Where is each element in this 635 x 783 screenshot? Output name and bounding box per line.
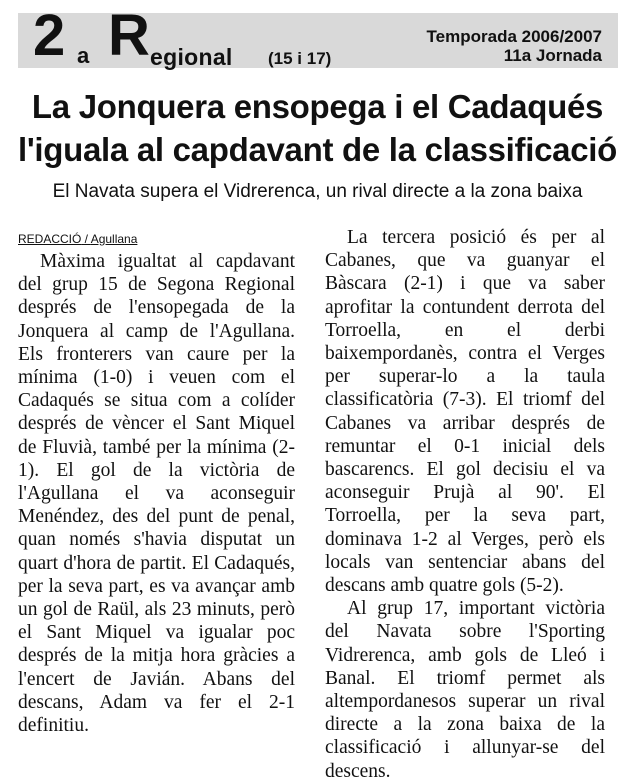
section-name: egional — [150, 44, 233, 70]
byline-location: Agullana — [90, 232, 138, 246]
section-number: 2 — [33, 3, 66, 68]
section-ordinal: a — [77, 43, 90, 68]
section-name-initial: R — [108, 3, 150, 68]
headline — [0, 85, 635, 171]
article-column-2 — [325, 226, 605, 783]
article-column-1 — [18, 250, 295, 737]
body-paragraph-1: Màxima igualtat al capdavant del grup 15 de Segona Regional després de l'ensopegada de la Jonquera al camp de l'Agullana. Els fronterers van caure per la mínima (1-0) i veuen com el Cadaqués se situa com a colíder després de vèncer el Sant Miquel de Fluvià, també per la mínima (2-1). El gol de la victòria de l'Agullana el va aconseguir Menéndez, des del punt de penal, quan només s'havia disputat un quart d'hora de partit. El Cadaqués, per la seva part, es va avançar amb un gol de Raül, als 23 minuts, però el Sant Miquel va igualar poc després de la mitja hora gràcies a l'encert de Javián. Abans del descans, Adam va fer el 2-1 definitiu. — [18, 251, 295, 737]
section-groups: (15 i 17) — [268, 49, 332, 68]
byline-author: REDACCIÓ — [18, 232, 82, 246]
body-paragraph-2: La tercera posició és per al Cabanes, que va guanyar el Bàscara (2-1) i que va saber aprofitar la contundent derrota del Torroella, en el derbi baixempordanès, contra el Verges per superar-lo a la taula classificatòria (7-3). El triomf del Cabanes va arribar després de remuntar el 0-1 inicial dels bascarencs. El gol decisiu el va aconseguir Prujà al 90'. El Torroella, per la seva part, dominava 1-2 al Verges, però els locals van sentenciar abans del descans amb quatre gols (5-2). — [325, 227, 605, 597]
byline: REDACCIÓ / Agullana — [18, 232, 138, 246]
season-label: Temporada 2006/2007 — [426, 27, 602, 46]
headline-line-2: l'iguala al capdavant de la classificació — [18, 131, 617, 168]
subheadline: El Navata supera el Vidrerenca, un rival directe a la zona baixa — [52, 181, 583, 202]
headline-line-1: La Jonquera ensopega i el Cadaqués — [31, 88, 604, 125]
round-label: 11a Jornada — [503, 46, 602, 65]
body-paragraph-3: Al grup 17, important victòria del Navata sobre l'Sporting Vidrerenca, amb gols de Lleó i Banal. El triomf permet als altempordanesos superar un rival directe a la zona baixa de la classificació i allunyar-se del descens. — [325, 598, 605, 782]
